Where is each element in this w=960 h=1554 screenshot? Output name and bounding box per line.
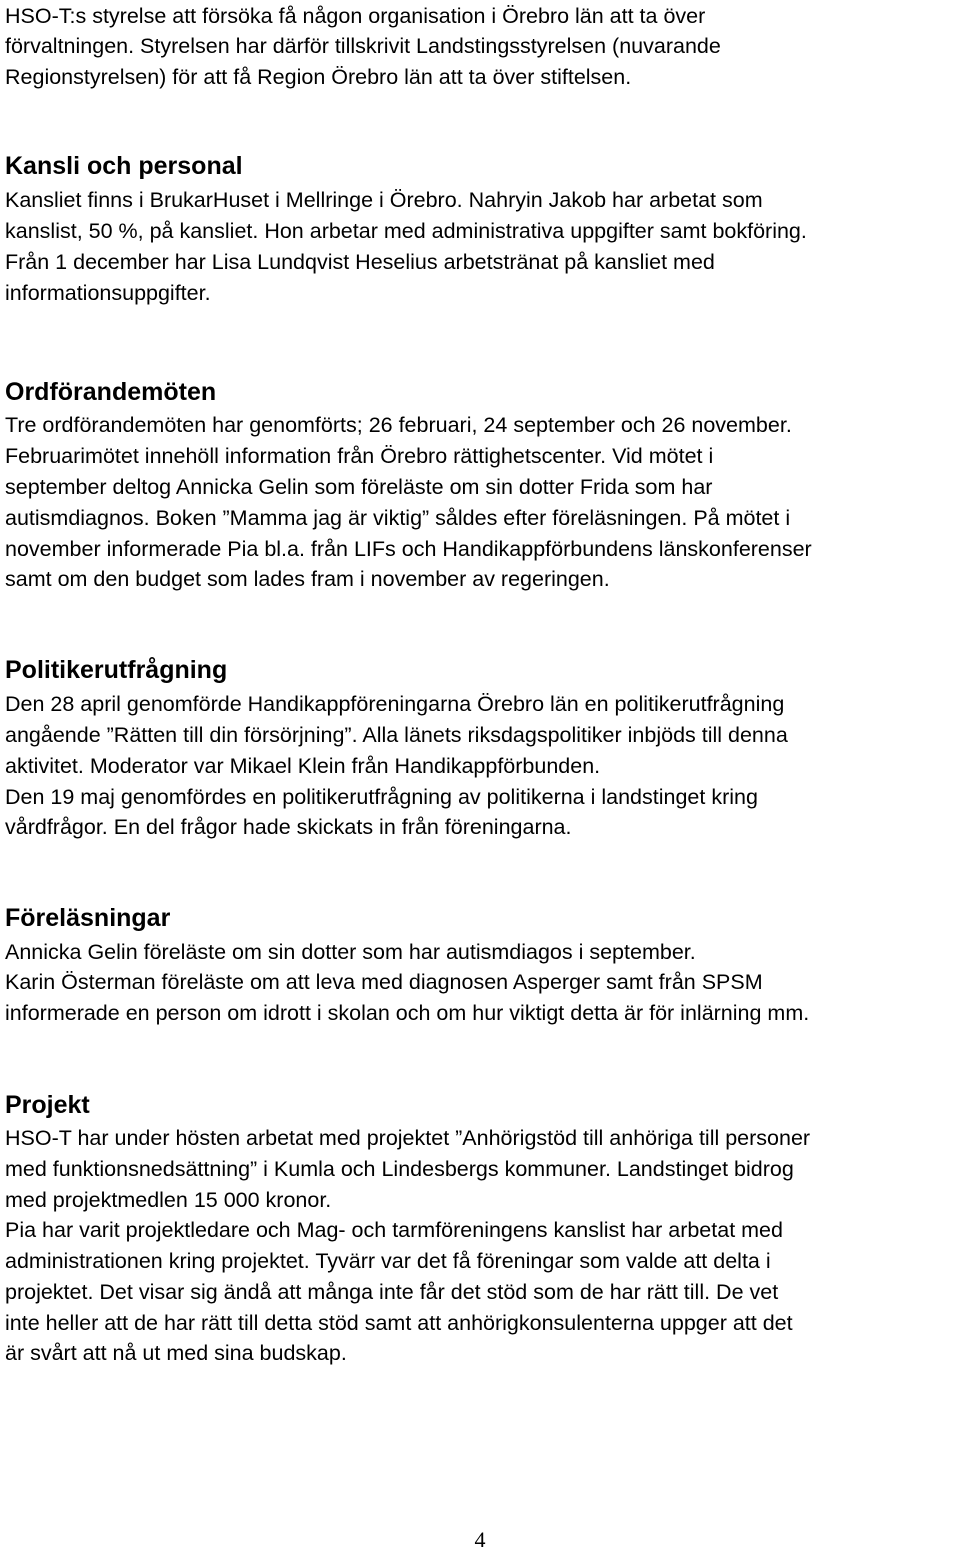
paragraph-line: HSO-T har under hösten arbetat med projektet ”Anhörigstöd till anhöriga till personer [5, 1126, 811, 1150]
section-heading-ordforandemoten: Ordförandemöten [5, 378, 217, 406]
paragraph-line: med funktionsnedsättning” i Kumla och Lindesbergs kommuner. Landstinget bidrog [5, 1157, 794, 1181]
paragraph-line: är svårt att nå ut med sina budskap. [5, 1341, 347, 1365]
paragraph-line: angående ”Rätten till din försörjning”. Alla länets riksdagspolitiker inbjöds till denna [5, 723, 788, 747]
paragraph-line: Annicka Gelin föreläste om sin dotter som har autismdiagos i september. [5, 940, 696, 964]
intro-line: förvaltningen. Styrelsen har därför tillskrivit Landstingsstyrelsen (nuvarande [5, 34, 721, 58]
paragraph-line: informerade en person om idrott i skolan och om hur viktigt detta är för inlärning mm. [5, 1001, 810, 1025]
paragraph-line: september deltog Annicka Gelin som föreläste om sin dotter Frida som har [5, 475, 713, 499]
paragraph-line: Karin Österman föreläste om att leva med diagnosen Asperger samt från SPSM [5, 970, 763, 994]
paragraph-line: med projektmedlen 15 000 kronor. [5, 1188, 332, 1212]
paragraph-line: Februarimötet innehöll information från Örebro rättighetscenter. Vid mötet i [5, 444, 714, 468]
paragraph-line: aktivitet. Moderator var Mikael Klein från Handikappförbunden. [5, 754, 601, 778]
section-heading-kansli: Kansli och personal [5, 152, 243, 180]
paragraph-line: projektet. Det visar sig ändå att många inte får det stöd som de har rätt till. De vet [5, 1280, 779, 1304]
page-number: 4 [474, 1527, 486, 1552]
paragraph-line: november informerade Pia bl.a. från LIFs och Handikappförbundens länskonferenser [5, 537, 812, 561]
section-heading-projekt: Projekt [5, 1091, 90, 1119]
paragraph-line: Tre ordförandemöten har genomförts; 26 februari, 24 september och 26 november. [5, 413, 792, 437]
section-heading-forelasningar: Föreläsningar [5, 904, 171, 932]
paragraph-line: Den 19 maj genomfördes en politikerutfrågning av politikerna i landstinget kring [5, 785, 758, 809]
paragraph-line: informationsuppgifter. [5, 281, 211, 305]
section-heading-politikerutfragning: Politikerutfrågning [5, 656, 228, 684]
paragraph-line: samt om den budget som lades fram i november av regeringen. [5, 567, 610, 591]
intro-line: HSO-T:s styrelse att försöka få någon organisation i Örebro län att ta över [5, 4, 706, 28]
paragraph-line: kanslist, 50 %, på kansliet. Hon arbetar med administrativa uppgifter samt bokföring. [5, 219, 807, 243]
paragraph-line: vårdfrågor. En del frågor hade skickats in från föreningarna. [5, 815, 572, 839]
paragraph-line: inte heller att de har rätt till detta stöd samt att anhörigkonsulenterna uppger att det [5, 1311, 793, 1335]
paragraph-line: Den 28 april genomförde Handikappföreningarna Örebro län en politikerutfrågning [5, 692, 785, 716]
paragraph-line: Från 1 december har Lisa Lundqvist Heselius arbetstränat på kansliet med [5, 250, 715, 274]
paragraph-line: autismdiagnos. Boken ”Mamma jag är viktig” såldes efter föreläsningen. På mötet i [5, 506, 791, 530]
paragraph-line: administrationen kring projektet. Tyvärr var det få föreningar som valde att delta i [5, 1249, 771, 1273]
paragraph-line: Kansliet finns i BrukarHuset i Mellringe i Örebro. Nahryin Jakob har arbetat som [5, 188, 763, 212]
intro-line: Regionstyrelsen) för att få Region Örebro län att ta över stiftelsen. [5, 65, 632, 89]
paragraph-line: Pia har varit projektledare och Mag- och tarmföreningens kanslist har arbetat med [5, 1218, 783, 1242]
